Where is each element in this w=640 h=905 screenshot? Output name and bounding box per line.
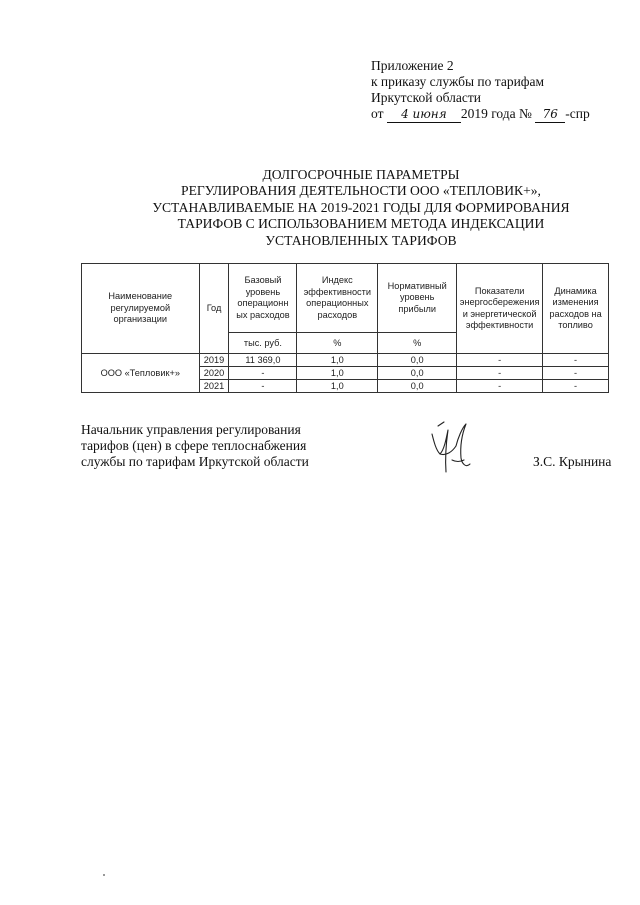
header-fuel-dynamics: Динамика изменения расходов на топливо — [543, 264, 609, 354]
fuel-cell: - — [543, 354, 609, 367]
fuel-cell: - — [543, 367, 609, 380]
table-row — [82, 354, 609, 367]
appendix-line-2: к приказу службы по тарифам — [371, 74, 545, 89]
title-line-3: УСТАНАВЛИВАЕМЫЕ НА 2019-2021 ГОДЫ ДЛЯ ФОРМИРОВАНИЯ — [152, 199, 570, 215]
title-line-4: ТАРИФОВ С ИСПОЛЬЗОВАНИЕМ МЕТОДА ИНДЕКСАЦИИ — [177, 216, 545, 232]
base-cell: 11 369,0 — [229, 354, 297, 367]
index-cell: 1,0 — [297, 380, 378, 393]
appendix-header — [371, 58, 590, 123]
parameters-table — [81, 263, 609, 393]
energy-cell: - — [457, 367, 543, 380]
year-cell: 2019 — [199, 354, 229, 367]
signatory-line-2: тарифов (цен) в сфере теплоснабжения — [81, 438, 307, 453]
table-header-row — [82, 264, 609, 333]
unit-profit: % — [378, 333, 457, 354]
handwritten-signature — [426, 420, 476, 478]
order-number-handwritten: 76 — [542, 107, 558, 121]
title-line-2: РЕГУЛИРОВАНИЯ ДЕЯТЕЛЬНОСТИ ООО «ТЕПЛОВИК+», — [181, 183, 541, 199]
energy-cell: - — [457, 380, 543, 393]
org-name-cell: ООО «Тепловик+» — [82, 354, 200, 393]
scan-speck — [103, 874, 105, 876]
header-year: Год — [199, 264, 229, 354]
title-line-1: ДОЛГОСРОЧНЫЕ ПАРАМЕТРЫ — [262, 167, 460, 182]
order-date-prefix: от — [371, 106, 384, 121]
index-cell: 1,0 — [297, 367, 378, 380]
header-org: Наименование регулируемой организации — [82, 264, 200, 354]
profit-cell: 0,0 — [378, 367, 457, 380]
profit-cell: 0,0 — [378, 380, 457, 393]
energy-cell: - — [457, 354, 543, 367]
fuel-cell: - — [543, 380, 609, 393]
base-cell: - — [229, 380, 297, 393]
header-base-level: Базовый уровень операционн ых расходов — [229, 264, 297, 333]
order-date-field — [387, 108, 461, 123]
signatory-position — [81, 422, 309, 470]
profit-cell: 0,0 — [378, 354, 457, 367]
year-cell: 2020 — [199, 367, 229, 380]
header-energy-indicators: Показатели энергосбережения и энергетической эффективности — [457, 264, 543, 354]
unit-base: тыс. руб. — [229, 333, 297, 354]
signatory-line-1: Начальник управления регулирования — [81, 422, 301, 437]
document-title — [100, 167, 622, 249]
index-cell: 1,0 — [297, 354, 378, 367]
signatory-line-3: службы по тарифам Иркутской области — [81, 454, 309, 469]
order-date-line — [371, 106, 590, 123]
order-number-suffix: -спр — [565, 106, 590, 121]
signatory-name: З.С. Крынина — [533, 454, 612, 469]
header-efficiency-index: Индекс эффективности операционных расходов — [297, 264, 378, 333]
order-date-handwritten: 4 июня — [401, 107, 447, 121]
order-number-field — [535, 108, 565, 123]
title-line-5: УСТАНОВЛЕННЫХ ТАРИФОВ — [265, 232, 457, 248]
appendix-line-1: Приложение 2 — [371, 58, 454, 73]
year-cell: 2021 — [199, 380, 229, 393]
unit-index: % — [297, 333, 378, 354]
base-cell: - — [229, 367, 297, 380]
header-profit-level: Нормативный уровень прибыли — [378, 264, 457, 333]
order-year-text: 2019 года № — [460, 106, 532, 121]
appendix-line-3: Иркутской области — [371, 90, 482, 105]
